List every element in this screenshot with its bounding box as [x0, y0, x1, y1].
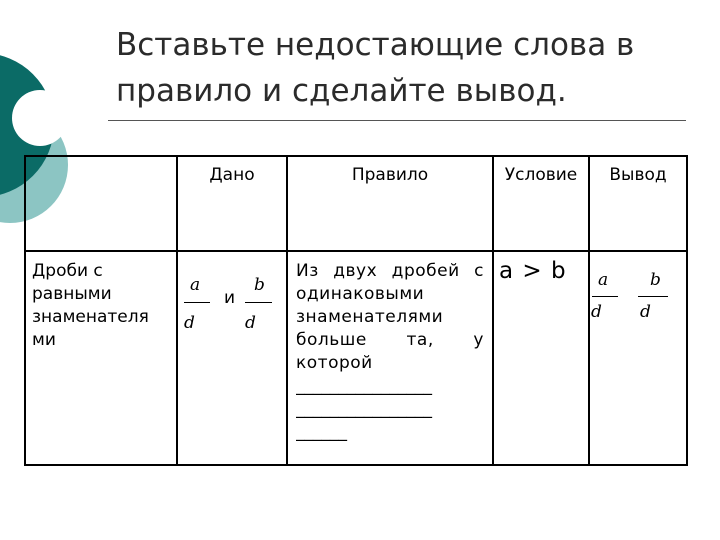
answer-blank-2[interactable]: ________________	[296, 399, 432, 419]
conclusion-frac1-denominator: d	[591, 302, 602, 322]
given-frac1-numerator: a	[190, 275, 201, 295]
conclusion-frac2-bar	[638, 296, 668, 297]
header-empty	[25, 156, 177, 251]
header-given: Дано	[177, 156, 287, 251]
header-conclusion: Вывод	[589, 156, 687, 251]
slide-title: Вставьте недостающие слова в правило и сделайте вывод.	[116, 27, 635, 109]
given-frac2-numerator: b	[254, 275, 265, 295]
title-divider	[108, 120, 686, 121]
given-frac1-denominator: d	[184, 313, 195, 333]
answer-blank-3[interactable]: ______	[296, 422, 347, 442]
conclusion-frac2-denominator: d	[640, 302, 651, 322]
header-row	[25, 156, 687, 251]
conclusion-frac1-bar	[592, 296, 618, 297]
answer-blank-1[interactable]: ________________	[296, 376, 432, 396]
rule-text: Из двух дробей с одинаковыми знаменателями больше та, у которой	[296, 261, 484, 373]
row-label: Дроби с равными знаменателя ми	[25, 251, 177, 465]
rule-table	[24, 155, 688, 466]
given-frac2-bar	[245, 302, 272, 303]
given-frac1-bar	[184, 302, 210, 303]
conclusion-frac1-numerator: a	[598, 270, 609, 290]
given-frac2-denominator: d	[245, 313, 256, 333]
rule-cell	[287, 251, 493, 465]
header-rule: Правило	[287, 156, 493, 251]
conclusion-frac2-numerator: b	[650, 270, 661, 290]
header-condition: Условие	[493, 156, 589, 251]
condition-text: a > b	[499, 258, 567, 284]
given-connector: и	[224, 288, 236, 308]
table-row	[25, 251, 687, 465]
